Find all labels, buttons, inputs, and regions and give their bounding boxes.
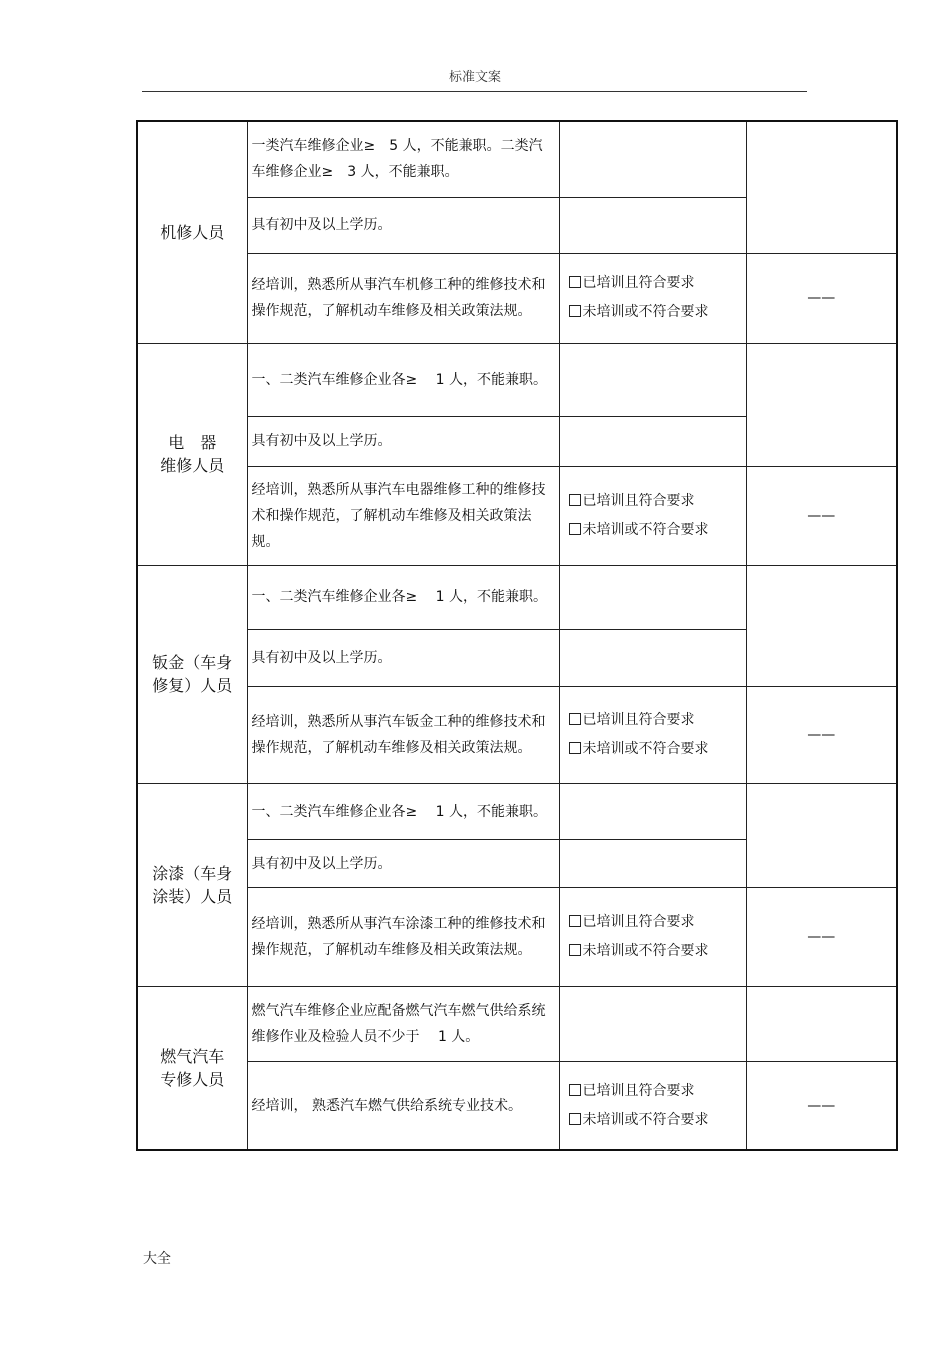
result-cell bbox=[559, 784, 746, 840]
requirement-text: 具有初中及以上学历。 bbox=[247, 416, 559, 466]
option-unqualified: 未培训或不符合要求 bbox=[569, 937, 746, 966]
remark-cell bbox=[746, 565, 897, 686]
category-cell bbox=[137, 987, 247, 1150]
table-row bbox=[137, 565, 897, 629]
remark-cell bbox=[746, 343, 897, 466]
checkbox-unqualified[interactable] bbox=[569, 1113, 581, 1125]
option-unqualified: 未培训或不符合要求 bbox=[569, 516, 746, 545]
result-cell bbox=[559, 343, 746, 416]
remark-cell bbox=[746, 784, 897, 888]
category-label: 钣金（车身 bbox=[152, 653, 233, 673]
category-label: 维修人员 bbox=[160, 456, 225, 476]
table-row bbox=[137, 343, 897, 416]
category-cell bbox=[137, 343, 247, 565]
checkbox-qualified[interactable] bbox=[569, 276, 581, 288]
requirement-text: 一、二类汽车维修企业各≥ 1 人，不能兼职。 bbox=[247, 343, 559, 416]
category-label: 涂漆（车身 bbox=[152, 864, 233, 884]
table-row bbox=[137, 466, 897, 565]
option-unqualified: 未培训或不符合要求 bbox=[569, 298, 746, 327]
requirement-text: 燃气汽车维修企业应配备燃气汽车燃气供给系统维修作业及检验人员不少于 1 人。 bbox=[247, 987, 559, 1062]
category-label: 涂装）人员 bbox=[152, 887, 233, 907]
training-check-cell bbox=[559, 686, 746, 783]
table-row bbox=[137, 686, 897, 783]
category-cell bbox=[137, 784, 247, 987]
category-label: 修复）人员 bbox=[152, 676, 233, 696]
checkbox-qualified[interactable] bbox=[569, 494, 581, 506]
category-cell bbox=[137, 565, 247, 783]
requirement-text: 具有初中及以上学历。 bbox=[247, 840, 559, 888]
checkbox-unqualified[interactable] bbox=[569, 944, 581, 956]
remark-cell: —— bbox=[746, 466, 897, 565]
requirement-text: 具有初中及以上学历。 bbox=[247, 197, 559, 253]
training-check-cell bbox=[559, 888, 746, 987]
remark-cell bbox=[746, 121, 897, 253]
result-cell bbox=[559, 840, 746, 888]
requirement-text: 一、二类汽车维修企业各≥ 1 人，不能兼职。 bbox=[247, 784, 559, 840]
remark-cell bbox=[746, 987, 897, 1062]
option-qualified: 已培训且符合要求 bbox=[569, 1077, 746, 1106]
option-qualified: 已培训且符合要求 bbox=[569, 706, 746, 735]
category-label: 燃气汽车 bbox=[160, 1047, 225, 1067]
checkbox-unqualified[interactable] bbox=[569, 305, 581, 317]
page-footer: 大全 bbox=[143, 1251, 171, 1267]
category-cell bbox=[137, 121, 247, 343]
requirement-text: 具有初中及以上学历。 bbox=[247, 629, 559, 686]
staff-requirements-table bbox=[136, 120, 898, 1151]
option-qualified: 已培训且符合要求 bbox=[569, 269, 746, 298]
category-label: 专修人员 bbox=[160, 1070, 225, 1090]
checkbox-qualified[interactable] bbox=[569, 915, 581, 927]
checkbox-qualified[interactable] bbox=[569, 713, 581, 725]
checkbox-unqualified[interactable] bbox=[569, 742, 581, 754]
requirement-text: 经培训，熟悉所从事汽车电器维修工种的维修技术和操作规范，了解机动车维修及相关政策法规。 bbox=[247, 466, 559, 565]
header-divider bbox=[142, 91, 807, 92]
option-unqualified: 未培训或不符合要求 bbox=[569, 735, 746, 764]
option-unqualified: 未培训或不符合要求 bbox=[569, 1106, 746, 1135]
table-row bbox=[137, 888, 897, 987]
result-cell bbox=[559, 121, 746, 197]
option-qualified: 已培训且符合要求 bbox=[569, 908, 746, 937]
requirement-text: 经培训，熟悉所从事汽车机修工种的维修技术和操作规范，了解机动车维修及相关政策法规。 bbox=[247, 253, 559, 343]
result-cell bbox=[559, 629, 746, 686]
requirement-text: 经培训， 熟悉汽车燃气供给系统专业技术。 bbox=[247, 1062, 559, 1150]
table-row bbox=[137, 784, 897, 840]
requirement-text: 经培训，熟悉所从事汽车钣金工种的维修技术和操作规范，了解机动车维修及相关政策法规。 bbox=[247, 686, 559, 783]
category-label: 机修人员 bbox=[160, 222, 225, 242]
table-row bbox=[137, 987, 897, 1062]
category-label: 电 器 bbox=[168, 433, 217, 453]
remark-cell: —— bbox=[746, 686, 897, 783]
requirement-text: 经培训，熟悉所从事汽车涂漆工种的维修技术和操作规范，了解机动车维修及相关政策法规。 bbox=[247, 888, 559, 987]
training-check-cell bbox=[559, 253, 746, 343]
table-row bbox=[137, 253, 897, 343]
result-cell bbox=[559, 565, 746, 629]
result-cell bbox=[559, 987, 746, 1062]
remark-cell: —— bbox=[746, 1062, 897, 1150]
training-check-cell bbox=[559, 466, 746, 565]
remark-cell: —— bbox=[746, 253, 897, 343]
requirement-text: 一类汽车维修企业≥ 5 人，不能兼职。二类汽车维修企业≥ 3 人，不能兼职。 bbox=[247, 121, 559, 197]
result-cell bbox=[559, 197, 746, 253]
requirement-text: 一、二类汽车维修企业各≥ 1 人，不能兼职。 bbox=[247, 565, 559, 629]
remark-cell: —— bbox=[746, 888, 897, 987]
result-cell bbox=[559, 416, 746, 466]
table-row bbox=[137, 1062, 897, 1150]
checkbox-qualified[interactable] bbox=[569, 1084, 581, 1096]
checkbox-unqualified[interactable] bbox=[569, 523, 581, 535]
training-check-cell bbox=[559, 1062, 746, 1150]
page-header: 标准文案 bbox=[448, 70, 501, 85]
table-row bbox=[137, 121, 897, 197]
option-qualified: 已培训且符合要求 bbox=[569, 487, 746, 516]
